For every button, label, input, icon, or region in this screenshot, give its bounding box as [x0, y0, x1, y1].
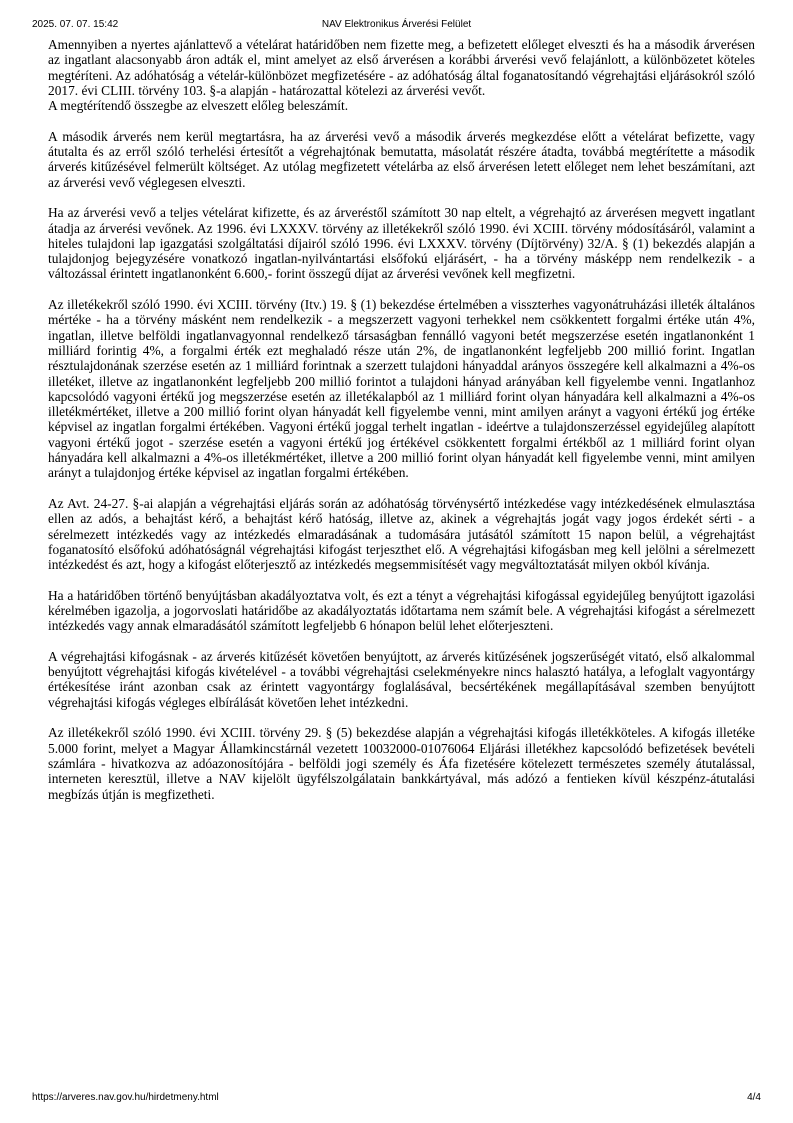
page-header-title: NAV Elektronikus Árverési Felület: [321, 19, 472, 30]
paragraph-winner-payment-default: [48, 37, 755, 113]
document-body: [48, 37, 755, 817]
paragraph-objection-effect: [48, 649, 755, 710]
paragraph-second-auction: [48, 129, 755, 190]
paragraph-text: Amennyiben a nyertes ajánlattevő a vételárat határidőben nem fizette meg, a befizetett előleget elveszti és ha a második árverésen az ingatlant alacsonyabb áron adták el, mint amelyet az első árverésen a korábbi árverési vevő felajánlott, a különbözetet köteles megtéríteni. Az adóhatóság a vételár-különbözet megfizetésére - az adóhatóság által foganatosítandó végrehajtási eljárásokról szóló 2017. évi CLIII. törvény 103. §-a alapján - határozattal kötelezi az árverési vevőt.: [48, 37, 755, 98]
paragraph-objection-deadline: [48, 588, 755, 634]
paragraph-text: A végrehajtási kifogásnak - az árverés kitűzését követően benyújtott, az árverés kitűzésének jogszerűségét vitató, első alkalommal benyújtott végrehajtási kifogás kivételével - a további végrehajtási cselekményekre nincs halasztó hatálya, a lefoglalt vagyontárgy értékesítése iránt azonban csak az érintett vagyontárgy foglalásával, becsértékének megállapításával szemben benyújtott végrehajtási kifogás végleges elbírálását követően lehet intézkedni.: [48, 648, 755, 710]
paragraph-text: Ha a határidőben történő benyújtásban akadályoztatva volt, és ezt a tényt a végrehajtási kifogással egyidejűleg benyújtott igazolási kérelmében igazolja, a jogorvoslati határidőbe az akadályoztatás időtartama nem számít bele. A végrehajtási kifogást a sérelmezett intézkedés vagy annak elmaradásától számított legfeljebb 6 hónapon belül lehet előterjeszteni.: [48, 587, 755, 634]
paragraph-text: Ha az árverési vevő a teljes vételárat kifizette, és az árveréstől számított 30 nap eltelt, a végrehajtó az árverésen megvett ingatlant átadja az árverési vevőnek. Az 1996. évi LXXXV. törvény az illetékekről szóló 1990. évi XCIII. törvény módosításáról, valamint a hiteles tulajdoni lap igazgatási szolgáltatási díjairól szóló 1996. évi LXXXV. törvény (Díjtörvény) 32/A. § (1) bekezdés alapján a tulajdonjog bejegyzésére vonatkozó ingatlan-nyilvántartási elsőfokú eljárásért, - ha a törvény másképp nem rendelkezik - a változással érintett ingatlanonként 6.600,- forint összegű díjat az árverési vevőnek kell megfizetni.: [48, 205, 755, 282]
paragraph-text: A megtérítendő összegbe az elveszett előleg beleszámít.: [48, 98, 349, 114]
paragraph-property-handover: [48, 205, 755, 281]
print-datetime: 2025. 07. 07. 15:42: [32, 19, 119, 30]
paragraph-text: A második árverés nem kerül megtartásra, ha az árverési vevő a második árverés megkezdése előtt a vételárat befizette, vagy átutalta és az erről szóló terhelési értesítőt a végrehajtónak bemutatta, másolatát részére átadta, továbbá megtérítette a második árverés kitűzésével felmerült költséget. Az utólag megfizetett vételárba az első árverésen letett előleget nem lehet beszámítani, azt az árverési vevő véglegesen elveszti.: [48, 128, 755, 190]
paragraph-transfer-duty: [48, 297, 755, 481]
paragraph-objection-fee: [48, 725, 755, 801]
paragraph-enforcement-objection: [48, 496, 755, 572]
paragraph-text: Az illetékekről szóló 1990. évi XCIII. törvény (Itv.) 19. § (1) bekezdése értelmében a visszterhes vagyonátruházási illeték általános mértéke - ha a törvény másként nem rendelkezik - a megszerzett vagyoni terhekkel nem csökkentett forgalmi értéke után 4%, ingatlan, illetve belföldi ingatlanvagyonnal rendelkező társaságban fennálló vagyoni betét megszerzése esetén ingatlanonként 1 milliárd forintig 4%, a forgalmi érték ezt meghaladó része után 2%, de ingatlanonként legfeljebb 200 millió forint. Ingatlan résztulajdonának szerzése esetén az 1 milliárd forintnak a szerzett tulajdoni hányaddal arányos összegére kell alkalmazni a 4%-os illetéket, illetve az ingatlanonként legfeljebb 200 millió forintot a tulajdoni hányad arányában kell figyelembe venni. Ingatlanhoz kapcsolódó vagyoni értékű jog megszerzése esetén az illetékalapból az 1 milliárd forint olyan hányadára kell alkalmazni a 4%-os illetékmértéket, illetve a 200 millió forint olyan hányadát kell figyelembe venni, mint amilyen arányt a vagyoni értékű jog értéke képvisel az ingatlan forgalmi értékében. Vagyoni értékű joggal terhelt ingatlan - ideértve a tulajdonszerzéssel egyidejűleg alapított vagyoni értékű jogot - szerzése esetén a vagyoni értékű jog értékével csökkentett forgalmi értékből az 1 milliárd forint olyan hányadára kell alkalmazni a 4%-os illetékmértéket, illetve a 200 millió forint olyan hányadát kell figyelembe venni, mint amilyen arányt a tulajdonjog értéke képvisel az ingatlan forgalmi értékében.: [48, 297, 755, 481]
paragraph-text: Az illetékekről szóló 1990. évi XCIII. törvény 29. § (5) bekezdése alapján a végrehajtási kifogás illetékköteles. A kifogás illetéke 5.000 forint, melyet a Magyar Államkincstárnál vezetett 10032000-01076064 Eljárási illetékhez kapcsolódó befizetések bevételi számlára - hivatkozva az adóazonosítójára - belföldi jogi személy és Áfa fizetésére kötelezett természetes személy átutalással, interneten keresztül, illetve a NAV kijelölt ügyfélszolgálatain bankkártyával, más adózó a fentieken kívül készpénz-átutalási megbízás útján is megfizetheti.: [48, 725, 755, 802]
page-url: https://arveres.nav.gov.hu/hirdetmeny.html: [32, 1092, 219, 1103]
paragraph-text: Az Avt. 24-27. §-ai alapján a végrehajtási eljárás során az adóhatóság törvénysértő intézkedése vagy intézkedésének elmulasztása ellen az adós, a behajtást kérő, a behajtást kérő hatóság, illetve az, akinek a végrehajtás jogát vagy jogos érdekét sérti - a sérelmezett intézkedés vagy az intézkedés elmaradásának a tudomására jutásától számított 15 napon belül, a végrehajtást foganatosító elsőfokú adóhatóságnál végrehajtási kifogást terjeszthet elő. A végrehajtási kifogásban meg kell jelölni a sérelmezett intézkedést és azt, hogy a kifogást előterjesztő az intézkedés megsemmisítését vagy megváltoztatását milyen okból kívánja.: [48, 495, 755, 573]
page-number: 4/4: [747, 1092, 761, 1103]
